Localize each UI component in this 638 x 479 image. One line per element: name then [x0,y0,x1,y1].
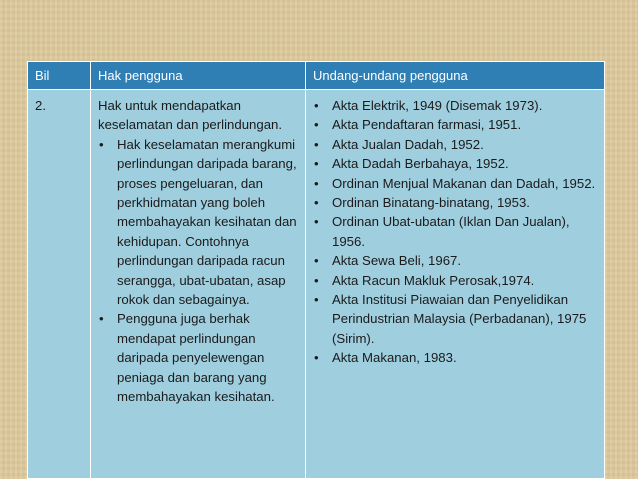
table-header-row [28,62,605,90]
list-item [313,154,598,173]
list-item [313,212,598,251]
list-item-text: Akta Elektrik, 1949 (Disemak 1973). [332,98,543,113]
bullet-icon: • [314,292,319,308]
header-hak-pengguna: Hak pengguna [91,62,306,90]
bullet-icon: • [314,272,319,288]
bullet-icon: • [314,214,319,230]
bullet-icon: • [99,311,104,327]
bullet-icon: • [314,98,319,113]
content-table [27,61,605,479]
cell-hak-pengguna [91,90,306,479]
list-item [313,251,598,270]
list-item-text: Ordinan Menjual Makanan dan Dadah, 1952. [332,175,596,191]
bullet-icon: • [314,253,319,269]
list-item-text: Akta Makanan, 1983. [332,350,457,366]
cell-undang-undang [306,90,605,479]
list-item-text: Akta Jualan Dadah, 1952. [332,136,484,152]
list-item [313,348,598,367]
list-item-text: Akta Racun Makluk Perosak,1974. [332,272,535,288]
undang-bullet-list [313,96,598,368]
list-item [98,309,299,406]
list-item-text: Hak keselamatan merangkumi perlindungan daripada barang, proses pengeluaran, dan perkhidmatan yang boleh membahayakan kesihatan dan kehidupan. Contohnya perlindungan daripada racun serangga, ubat-ubatan, asap rokok dan sebagainya. [117,136,297,308]
bullet-icon: • [314,195,319,211]
bullet-icon: • [314,175,319,191]
list-item-text: Akta Sewa Beli, 1967. [332,253,462,269]
list-item [313,290,598,348]
list-item [313,271,598,290]
bullet-icon: • [99,136,104,152]
list-item [313,96,598,115]
header-undang-undang: Undang-undang pengguna [306,62,605,90]
list-item-text: Akta Institusi Piawaian dan Penyelidikan Perindustrian Malaysia (Perbadanan), 1975 (Sirim). [332,292,587,346]
hak-bullet-list [98,135,299,407]
list-item [98,135,299,310]
list-item [313,193,598,212]
list-item-text: Pengguna juga berhak mendapat perlindungan daripada penyelewengan peniaga dan barang yang membahayakan kesihatan. [117,311,275,405]
bullet-icon: • [314,117,319,133]
list-item-text: Akta Dadah Berbahaya, 1952. [332,156,509,172]
bullet-icon: • [314,136,319,152]
table-row [28,90,605,479]
list-item-text: Ordinan Ubat-ubatan (Iklan Dan Jualan), 1956. [332,214,570,249]
list-item-text: Ordinan Binatang-binatang, 1953. [332,195,530,211]
list-item-text: Akta Pendaftaran farmasi, 1951. [332,117,522,133]
bullet-icon: • [314,350,319,366]
hak-intro: Hak untuk mendapatkan keselamatan dan perlindungan. [98,98,283,133]
header-bil: Bil [28,62,91,90]
cell-bil: 2. [28,90,91,479]
list-item [313,174,598,193]
list-item [313,115,598,134]
bullet-icon: • [314,156,319,172]
list-item [313,135,598,154]
